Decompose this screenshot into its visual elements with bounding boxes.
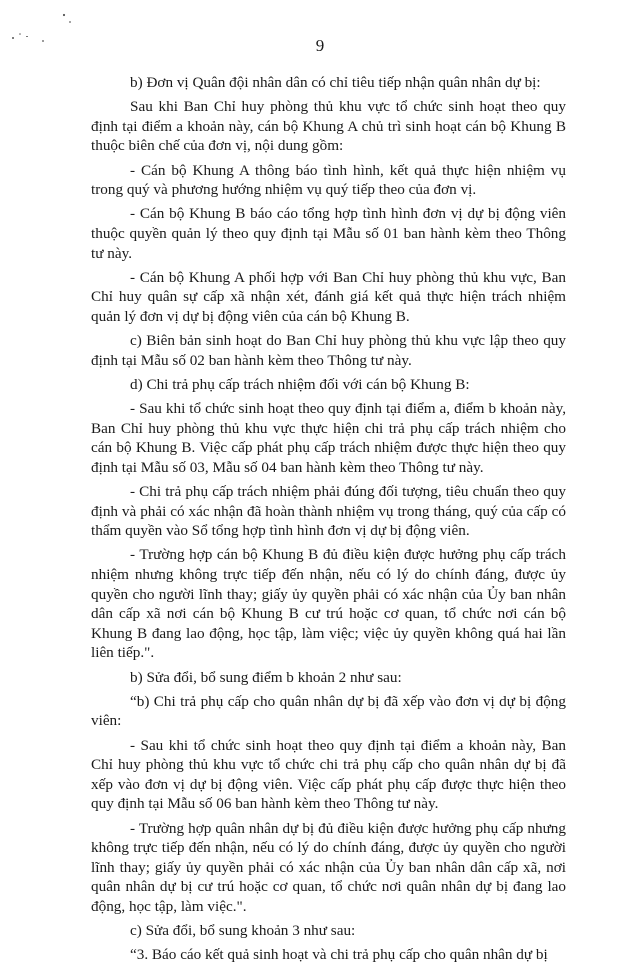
paragraph: - Cán bộ Khung A thông báo tình hình, kết quả thực hiện nhiệm vụ trong quý và phương hướng nhiệm vụ quý tiếp theo của đơn vị. (91, 161, 566, 199)
paragraph: - Chi trả phụ cấp trách nhiệm phải đúng đối tượng, tiêu chuẩn theo quy định và phải có xác nhận đã hoàn thành nhiệm vụ trong tháng, quý của cấp có thẩm quyền vào Sổ tổng hợp tình hình đơn vị dự bị động viên. (91, 483, 566, 540)
paragraph: - Trường hợp quân nhân dự bị đủ điều kiện được hưởng phụ cấp nhưng không trực tiếp đến nhận, nếu có lý do chính đáng, được ủy quyền cho người lĩnh thay; giấy ủy quyền phải có xác nhận của Ủy ban nhân dân cấp xã, nơi quân nhân dự bị cư trú hoặc cơ quan, tổ chức nơi quân nhân dự bị đang lao động, học tập, làm việc.". (91, 819, 566, 915)
paragraph: “b) Chi trả phụ cấp cho quân nhân dự bị đã xếp vào đơn vị dự bị động viên: (91, 692, 566, 730)
paragraph: b) Đơn vị Quân đội nhân dân có chỉ tiêu tiếp nhận quân nhân dự bị: (130, 74, 541, 91)
paragraph: c) Sửa đổi, bổ sung khoản 3 như sau: (130, 922, 356, 940)
paragraph: - Sau khi tổ chức sinh hoạt theo quy định tại điểm a, điểm b khoản này, Ban Chỉ huy phòng thủ khu vực thực hiện chi trả phụ cấp trách nhiệm cho cán bộ Khung B. Việc cấp phát phụ cấp trách nhiệm được thực hiện theo quy định tại Mẫu số 03, Mẫu số 04 ban hành kèm theo Thông tư này. (91, 400, 566, 476)
page-number: 9 (315, 36, 325, 55)
paragraph: b) Sửa đổi, bổ sung điểm b khoản 2 như sau: (130, 668, 402, 686)
paragraph: Sau khi Ban Chỉ huy phòng thủ khu vực tổ chức sinh hoạt theo quy định tại điểm a khoản này, cán bộ Khung A chủ trì sinh hoạt cán bộ Khung B thuộc biên chế của đơn vị, nội dung gồm: (91, 98, 566, 155)
document-body (91, 73, 566, 969)
paragraph: - Trường hợp cán bộ Khung B đủ điều kiện được hưởng phụ cấp trách nhiệm nhưng không trực tiếp đến nhận, nếu có lý do chính đáng, được ủy quyền cho người lĩnh thay; giấy ủy quyền phải có xác nhận của Ủy ban nhân dân cấp xã nơi cán bộ Khung B cư trú hoặc cơ quan, tổ chức nơi cán bộ Khung B đang lao động, học tập, làm việc; việc ủy quyền không quá hai lần liên tiếp.". (91, 546, 566, 662)
paragraph: - Cán bộ Khung A phối hợp với Ban Chỉ huy phòng thủ khu vực, Ban Chỉ huy quân sự cấp xã nhận xét, đánh giá kết quả thực hiện trách nhiệm quản lý đơn vị dự bị động viên của cán bộ Khung B. (91, 268, 566, 325)
paragraph: - Cán bộ Khung B báo cáo tổng hợp tình hình đơn vị dự bị động viên thuộc quyền quản lý theo quy định tại Mẫu số 01 ban hành kèm theo Thông tư này. (91, 205, 566, 262)
paragraph: - Sau khi tổ chức sinh hoạt theo quy định tại điểm a khoản này, Ban Chỉ huy phòng thủ khu vực tổ chức chi trả phụ cấp cho quân nhân dự bị đã xếp vào đơn vị dự bị động viên. Việc cấp phát phụ cấp được thực hiện theo quy định tại Mẫu số 06 ban hành kèm theo Thông tư này. (91, 736, 566, 813)
paragraph: c) Biên bản sinh hoạt do Ban Chỉ huy phòng thủ khu vực lập theo quy định tại Mẫu số 02 ban hành kèm theo Thông tư này. (91, 332, 566, 369)
paragraph: “3. Báo cáo kết quả sinh hoạt và chi trả phụ cấp cho quân nhân dự bị (130, 946, 548, 964)
paragraph: d) Chi trả phụ cấp trách nhiệm đối với cán bộ Khung B: (130, 375, 470, 393)
